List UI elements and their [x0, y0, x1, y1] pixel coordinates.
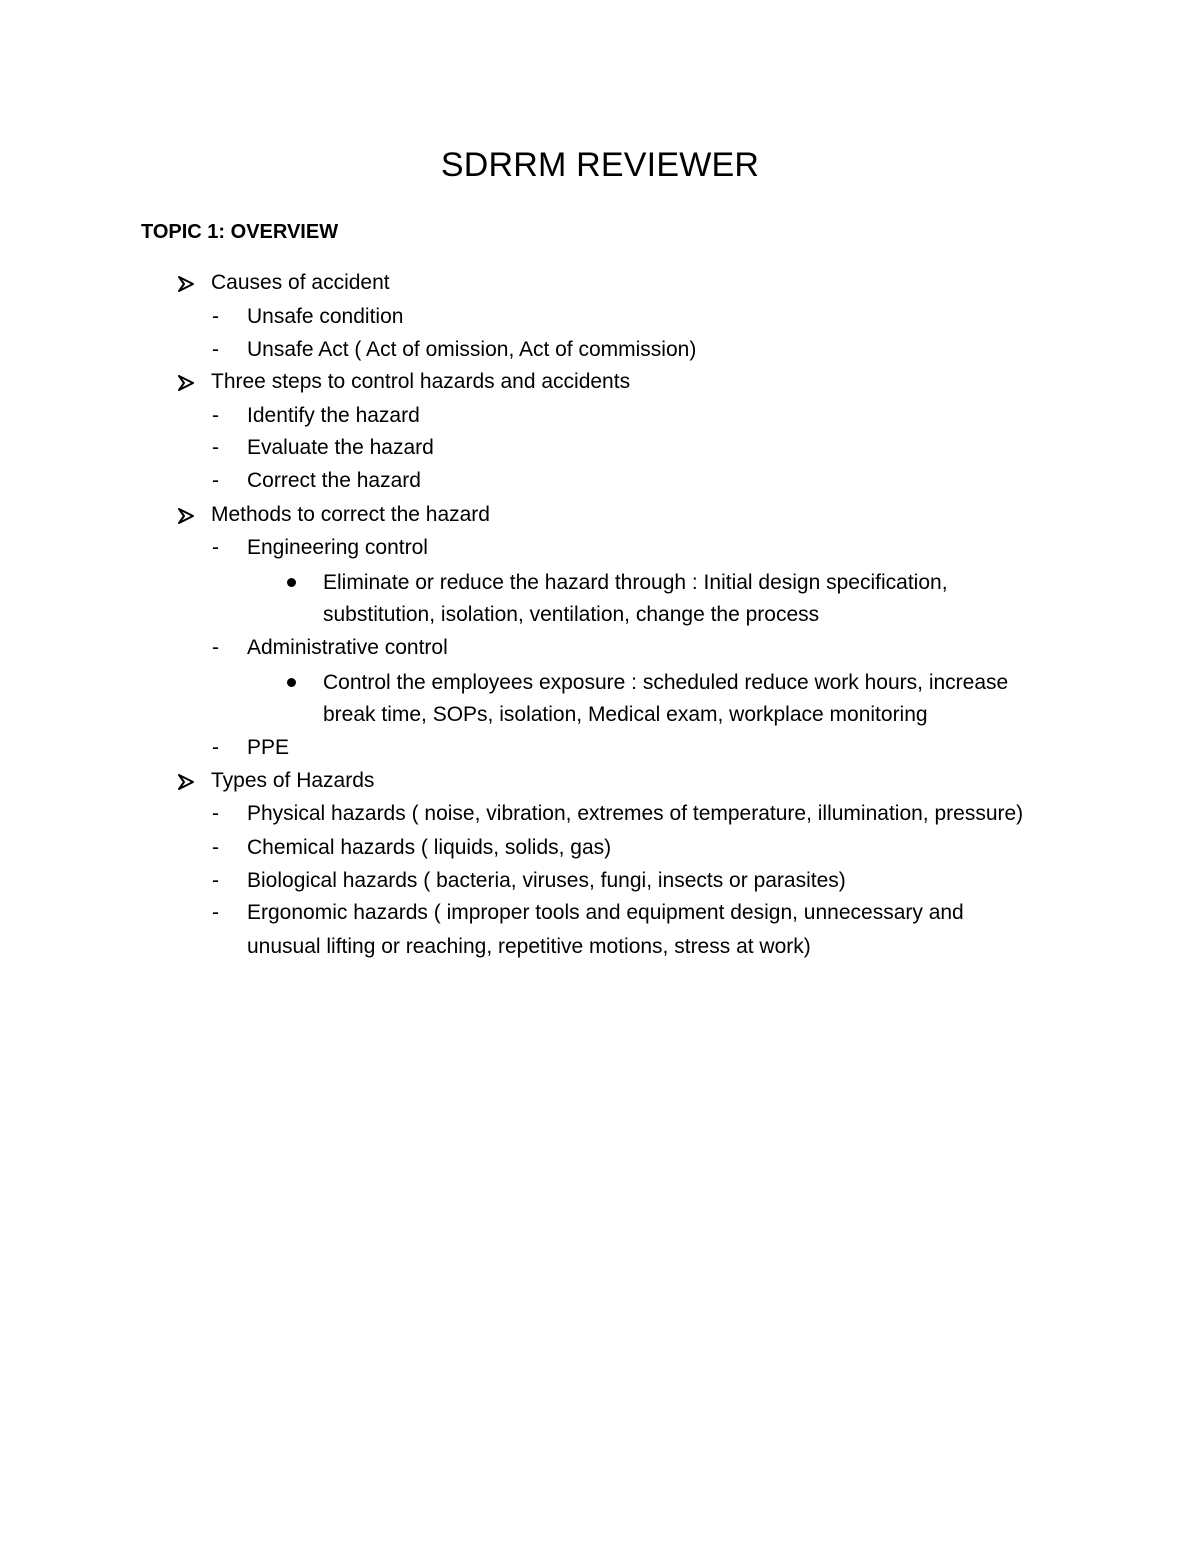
- dash-bullet-icon: -: [212, 869, 219, 892]
- section-heading: Causes of accident: [211, 271, 390, 294]
- list-item: Physical hazards ( noise, vibration, extremes of temperature, illumination, pressure): [247, 802, 1024, 825]
- list-item-line: Ergonomic hazards ( improper tools and equipment design, unnecessary and: [247, 901, 964, 924]
- dash-bullet-icon: -: [212, 436, 219, 459]
- list-item: Evaluate the hazard: [247, 436, 434, 459]
- section-heading: Three steps to control hazards and accidents: [211, 370, 631, 393]
- arrow-bullet-icon: [176, 368, 198, 398]
- dash-bullet-icon: -: [212, 636, 219, 659]
- arrow-bullet-icon: [176, 767, 198, 797]
- dash-bullet-icon: -: [212, 901, 219, 924]
- dash-bullet-icon: -: [212, 736, 219, 759]
- document-title: SDRRM REVIEWER: [440, 146, 760, 184]
- list-item: Engineering control: [247, 536, 428, 559]
- list-item-line: unusual lifting or reaching, repetitive motions, stress at work): [247, 935, 811, 958]
- arrow-bullet-icon: [176, 501, 198, 531]
- list-item: Biological hazards ( bacteria, viruses, fungi, insects or parasites): [247, 869, 846, 892]
- list-item: Administrative control: [247, 636, 448, 659]
- arrow-bullet-icon: [176, 269, 198, 299]
- list-item: PPE: [247, 736, 290, 759]
- dot-bullet-icon: [287, 678, 296, 687]
- list-item: Unsafe condition: [247, 305, 404, 328]
- section-heading: Methods to correct the hazard: [211, 503, 490, 526]
- dash-bullet-icon: -: [212, 305, 219, 328]
- dash-bullet-icon: -: [212, 404, 219, 427]
- list-item: Unsafe Act ( Act of omission, Act of commission): [247, 338, 697, 361]
- sub-list-item-line: break time, SOPs, isolation, Medical exam, workplace monitoring: [323, 703, 928, 726]
- dash-bullet-icon: -: [212, 802, 219, 825]
- list-item: Correct the hazard: [247, 469, 421, 492]
- dash-bullet-icon: -: [212, 836, 219, 859]
- sub-list-item-line: substitution, isolation, ventilation, change the process: [323, 603, 820, 626]
- topic-heading: TOPIC 1: OVERVIEW: [141, 221, 339, 243]
- list-item: Identify the hazard: [247, 404, 420, 427]
- dash-bullet-icon: -: [212, 536, 219, 559]
- section-heading: Types of Hazards: [211, 769, 375, 792]
- sub-list-item-line: Control the employees exposure : scheduled reduce work hours, increase: [323, 671, 1009, 694]
- dash-bullet-icon: -: [212, 469, 219, 492]
- dot-bullet-icon: [287, 578, 296, 587]
- sub-list-item-line: Eliminate or reduce the hazard through : Initial design specification,: [323, 571, 948, 594]
- dash-bullet-icon: -: [212, 338, 219, 361]
- list-item: Chemical hazards ( liquids, solids, gas): [247, 836, 612, 859]
